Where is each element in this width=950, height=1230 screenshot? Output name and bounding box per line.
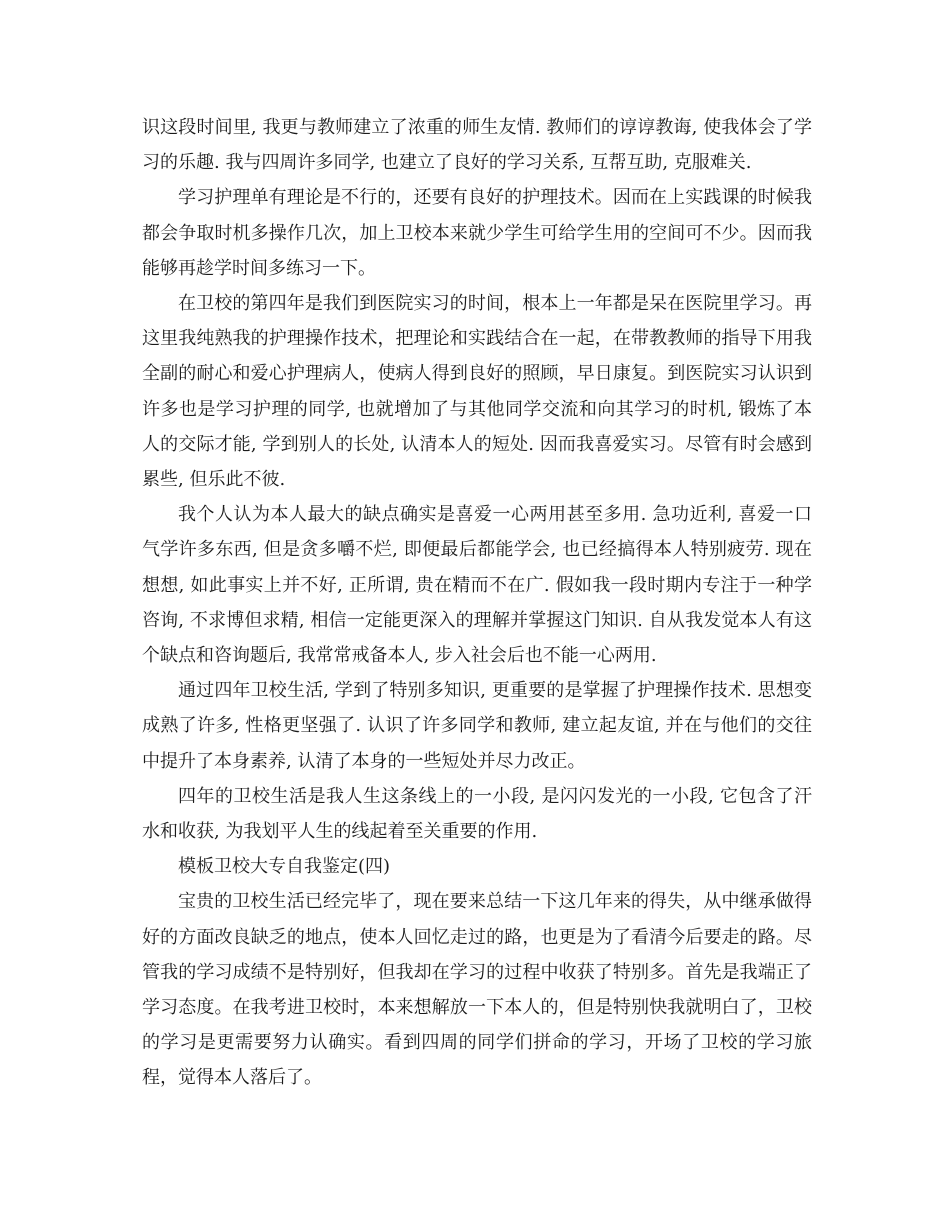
paragraph-summary: 宝贵的卫校生活已经完毕了，现在要来总结一下这几年来的得失，从中继承做得好的方面改良缺乏的地点，使本人回忆走过的路，也更是为了看清今后要走的路。尽管我的学习成绩不是特别好，但我却在学习的过程中收获了特别多。首先是我端正了学习态度。在我考进卫校时，本来想解放一下本人的，但是特别快我就明白了，卫校的学习是更需要努力认确实。看到四周的同学们拼命的学习，开场了卫校的学习旅程，觉得本人落后了。 [142, 891, 812, 1089]
paragraph-continued: 识这段时间里, 我更与教师建立了浓重的师生友情. 教师们的谆谆教诲, 使我体会了学习的乐趣. 我与四周许多同学, 也建立了良好的学习关系, 互帮互助, 克服难关. [142, 117, 812, 174]
paragraph-shortcomings: 我个人认为本人最大的缺点确实是喜爱一心两用甚至多用. 急功近利, 喜爱一口气学许多东西, 但是贪多嚼不烂, 即便最后都能学会, 也已经搞得本人特别疲劳. 现在想想, 如此事实上并不好, 正所谓, 贵在精而不在广. 假如我一段时期内专注于一种学咨询, 不求博但求精, 相信一定能更深入的理解并掌握这门知识. 自从我发觉本人有这个缺点和咨询题后, 我常常戒备本人, 步入社会后也不能一心两用. [142, 504, 812, 667]
paragraph-internship: 在卫校的第四年是我们到医院实习的时间，根本上一年都是呆在医院里学习。再这里我纯熟我的护理操作技术，把理论和实践结合在一起，在带教教师的指导下用我全副的耐心和爱心护理病人，使病人得到良好的照顾，早日康复。到医院实习认识到许多也是学习护理的同学, 也就增加了与其他同学交流和向其学习的时机, 锻炼了本人的交际才能, 学到别人的长处, 认清本人的短处. 因而我喜爱实习。尽管有时会感到累些, 但乐此不彼. [142, 293, 812, 491]
paragraph-nursing-skills: 学习护理单有理论是不行的，还要有良好的护理技术。因而在上实践课的时候我都会争取时机多操作几次，加上卫校本来就少学生可给学生用的空间可不少。因而我能够再趁学时间多练习一下。 [142, 187, 812, 279]
document-body [142, 110, 812, 1096]
paragraph-four-years: 通过四年卫校生活, 学到了特别多知识, 更重要的是掌握了护理操作技术. 思想变成熟了许多, 性格更坚强了. 认识了许多同学和教师, 建立起友谊, 并在与他们的交往中提升了本身素养, 认清了本身的一些短处并尽力改正。 [142, 680, 812, 772]
paragraph-life-line: 四年的卫校生活是我人生这条线上的一小段, 是闪闪发光的一小段, 它包含了汗水和收获, 为我划平人生的线起着至关重要的作用. [142, 785, 812, 843]
section-heading: 模板卫校大专自我鉴定(四) [178, 856, 391, 878]
